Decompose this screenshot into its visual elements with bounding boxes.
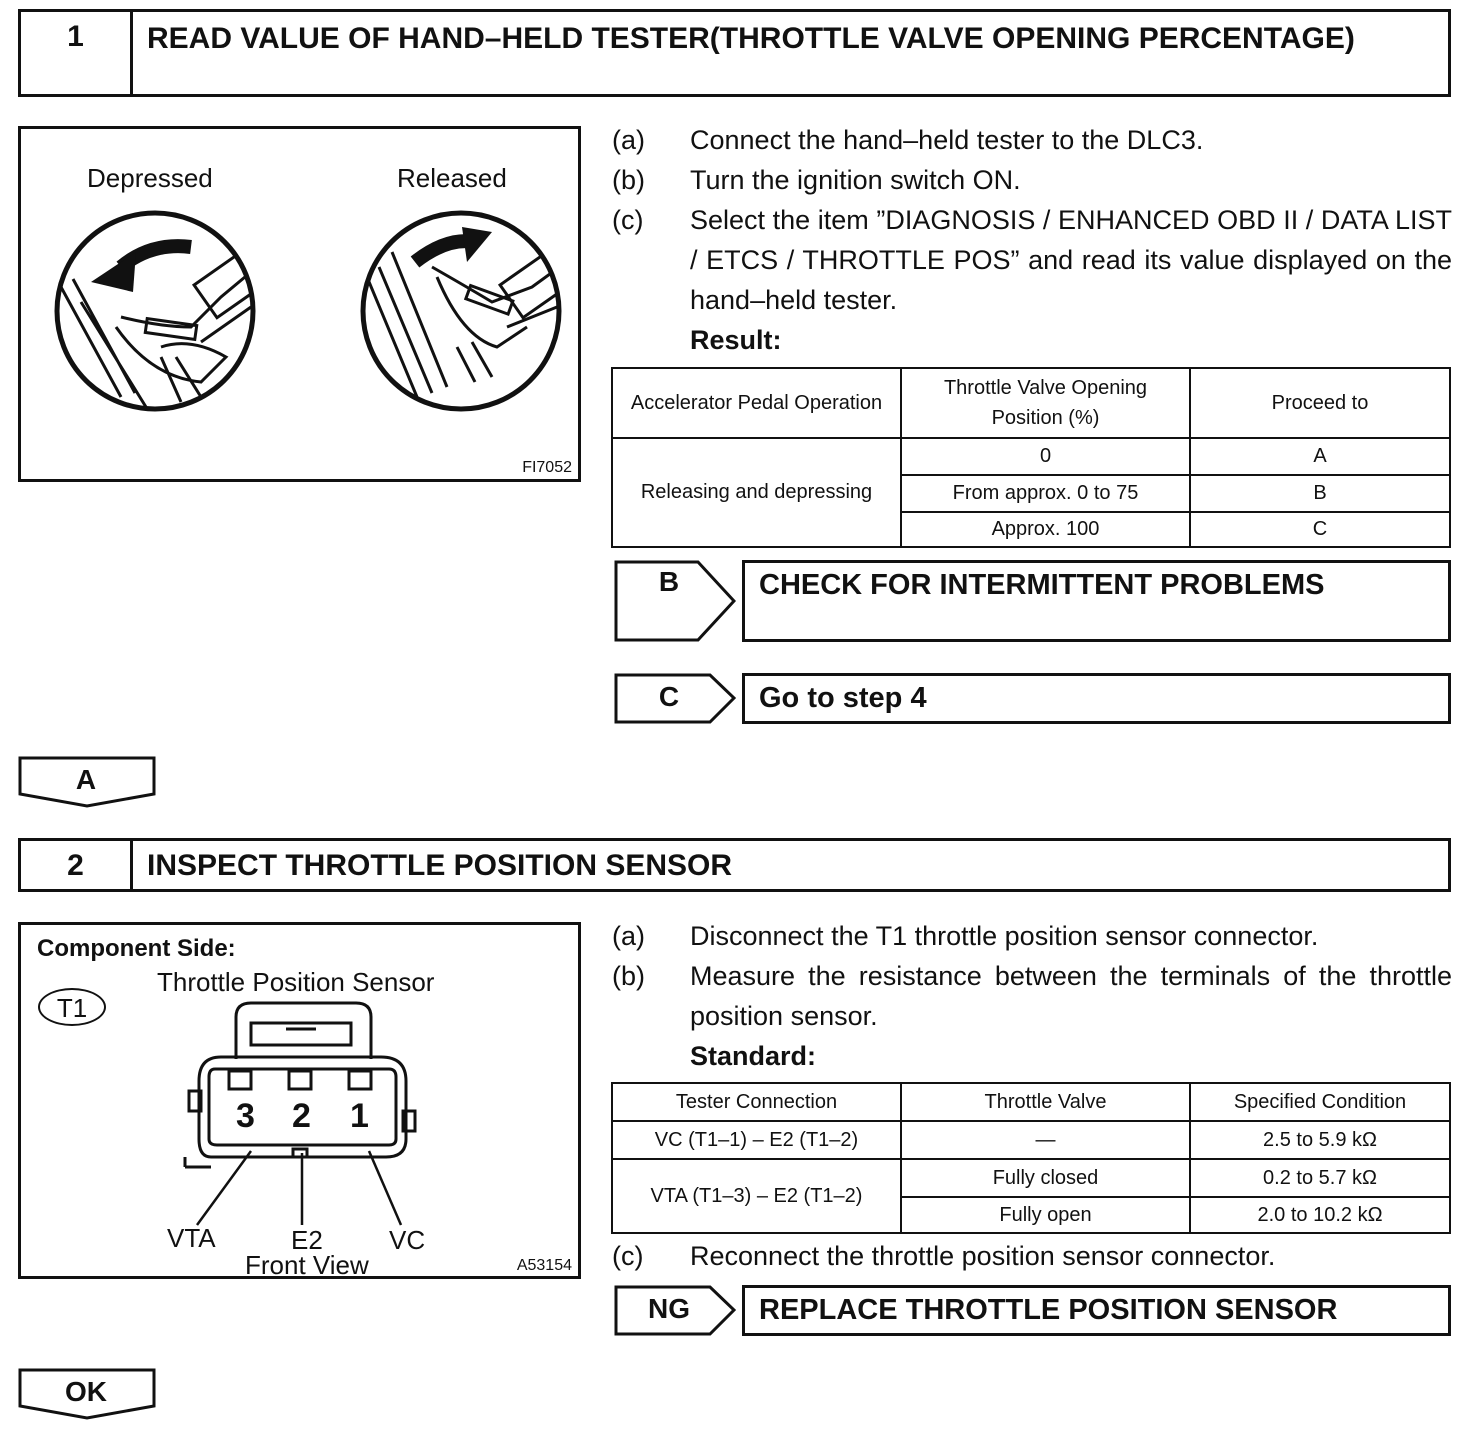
instruction-b bbox=[612, 160, 1452, 200]
step2-header bbox=[18, 838, 1451, 892]
table-cell: Releasing and depressing bbox=[612, 438, 901, 547]
table-header: Throttle Valve Opening Position (%) bbox=[901, 368, 1190, 438]
step1-number: 1 bbox=[21, 12, 133, 94]
instruction-label: (a) bbox=[612, 921, 645, 951]
instruction-text: Measure the resistance between the terminals of the throttle position sensor. bbox=[690, 961, 1452, 1031]
sensor-figure bbox=[18, 922, 581, 1279]
instruction-a bbox=[612, 120, 1452, 160]
instruction-b bbox=[612, 956, 1452, 1036]
pedal-figure bbox=[18, 126, 581, 482]
next-tag-a bbox=[18, 756, 156, 808]
branch-ng bbox=[614, 1285, 1451, 1336]
standard-label: Standard: bbox=[690, 1041, 817, 1071]
figure-id: FI7052 bbox=[522, 459, 572, 476]
table-cell: A bbox=[1190, 438, 1450, 475]
step1-header bbox=[18, 9, 1451, 97]
table-cell: Approx. 100 bbox=[901, 512, 1190, 547]
instruction-text: Reconnect the throttle position sensor connector. bbox=[690, 1241, 1276, 1271]
instruction-a bbox=[612, 916, 1452, 956]
table-cell: 0 bbox=[901, 438, 1190, 475]
branch-arrow bbox=[614, 1285, 736, 1336]
step2-instructions bbox=[612, 916, 1452, 1076]
step1-title: READ VALUE OF HAND–HELD TESTER(THROTTLE VALVE OPENING PERCENTAGE) bbox=[147, 22, 1355, 55]
component-side-label: Component Side: bbox=[37, 935, 236, 962]
connector-id: T1 bbox=[56, 993, 88, 1023]
instruction-text: Connect the hand–held tester to the DLC3. bbox=[690, 125, 1204, 155]
instruction-label: (b) bbox=[612, 165, 645, 195]
pin-label-e2: E2 bbox=[291, 1225, 323, 1255]
table-cell: From approx. 0 to 75 bbox=[901, 475, 1190, 512]
table-cell: VTA (T1–3) – E2 (T1–2) bbox=[612, 1159, 901, 1233]
pin-1: 1 bbox=[350, 1097, 369, 1135]
front-view-label: Front View bbox=[245, 1250, 369, 1280]
branch-code: NG bbox=[648, 1293, 690, 1324]
branch-arrow bbox=[614, 560, 736, 642]
step2-instruction-c bbox=[612, 1236, 1452, 1276]
next-tag-label: OK bbox=[65, 1376, 107, 1407]
instruction-label: (c) bbox=[612, 1241, 644, 1271]
table-header: Throttle Valve bbox=[901, 1083, 1190, 1121]
branch-arrow bbox=[614, 673, 736, 724]
table-cell: Fully open bbox=[901, 1197, 1190, 1233]
pedal-released-illustration bbox=[357, 207, 567, 417]
pin-2: 2 bbox=[292, 1097, 311, 1135]
table-cell: VC (T1–1) – E2 (T1–2) bbox=[612, 1121, 901, 1159]
branch-code: C bbox=[658, 681, 680, 712]
instruction-label: (c) bbox=[612, 205, 644, 235]
instruction-text: Disconnect the T1 throttle position sensor connector. bbox=[690, 921, 1319, 951]
instruction-label: (a) bbox=[612, 125, 645, 155]
instruction-c bbox=[612, 200, 1452, 320]
table-header: Specified Condition bbox=[1190, 1083, 1450, 1121]
branch-action: REPLACE THROTTLE POSITION SENSOR bbox=[742, 1285, 1451, 1336]
branch-action: CHECK FOR INTERMITTENT PROBLEMS bbox=[742, 560, 1451, 642]
branch-b bbox=[614, 560, 1451, 642]
step2-title: INSPECT THROTTLE POSITION SENSOR bbox=[147, 849, 733, 882]
instruction-text: Select the item ”DIAGNOSIS / ENHANCED OBD II / DATA LIST / ETCS / THROTTLE POS” and read its value displayed on the hand–held tester. bbox=[690, 205, 1452, 315]
table-cell: 0.2 to 5.7 kΩ bbox=[1190, 1159, 1450, 1197]
result-table bbox=[611, 367, 1451, 548]
branch-code: B bbox=[658, 566, 680, 597]
branch-c bbox=[614, 673, 1451, 724]
pin-label-vc: VC bbox=[389, 1225, 426, 1255]
figure-id: A53154 bbox=[516, 1257, 572, 1274]
result-label: Result: bbox=[690, 325, 782, 355]
instruction-label: (b) bbox=[612, 961, 645, 991]
pin-label-vta: VTA bbox=[167, 1223, 216, 1253]
pedal-depressed-illustration bbox=[51, 207, 261, 417]
depressed-label: Depressed bbox=[87, 163, 213, 193]
table-cell: 2.0 to 10.2 kΩ bbox=[1190, 1197, 1450, 1233]
pin-3: 3 bbox=[236, 1097, 255, 1135]
sensor-name-label: Throttle Position Sensor bbox=[157, 967, 435, 997]
table-cell: — bbox=[901, 1121, 1190, 1159]
step1-instructions bbox=[612, 120, 1452, 360]
next-tag-ok bbox=[18, 1368, 156, 1420]
instruction-text: Turn the ignition switch ON. bbox=[690, 165, 1021, 195]
standard-table bbox=[611, 1082, 1451, 1234]
table-header: Tester Connection bbox=[612, 1083, 901, 1121]
table-header: Proceed to bbox=[1190, 368, 1450, 438]
branch-action: Go to step 4 bbox=[742, 673, 1451, 724]
table-header: Accelerator Pedal Operation bbox=[612, 368, 901, 438]
next-tag-label: A bbox=[75, 764, 97, 795]
table-cell: Fully closed bbox=[901, 1159, 1190, 1197]
step2-number: 2 bbox=[21, 841, 133, 889]
table-cell: B bbox=[1190, 475, 1450, 512]
table-cell: 2.5 to 5.9 kΩ bbox=[1190, 1121, 1450, 1159]
released-label: Released bbox=[397, 163, 507, 193]
table-cell: C bbox=[1190, 512, 1450, 547]
